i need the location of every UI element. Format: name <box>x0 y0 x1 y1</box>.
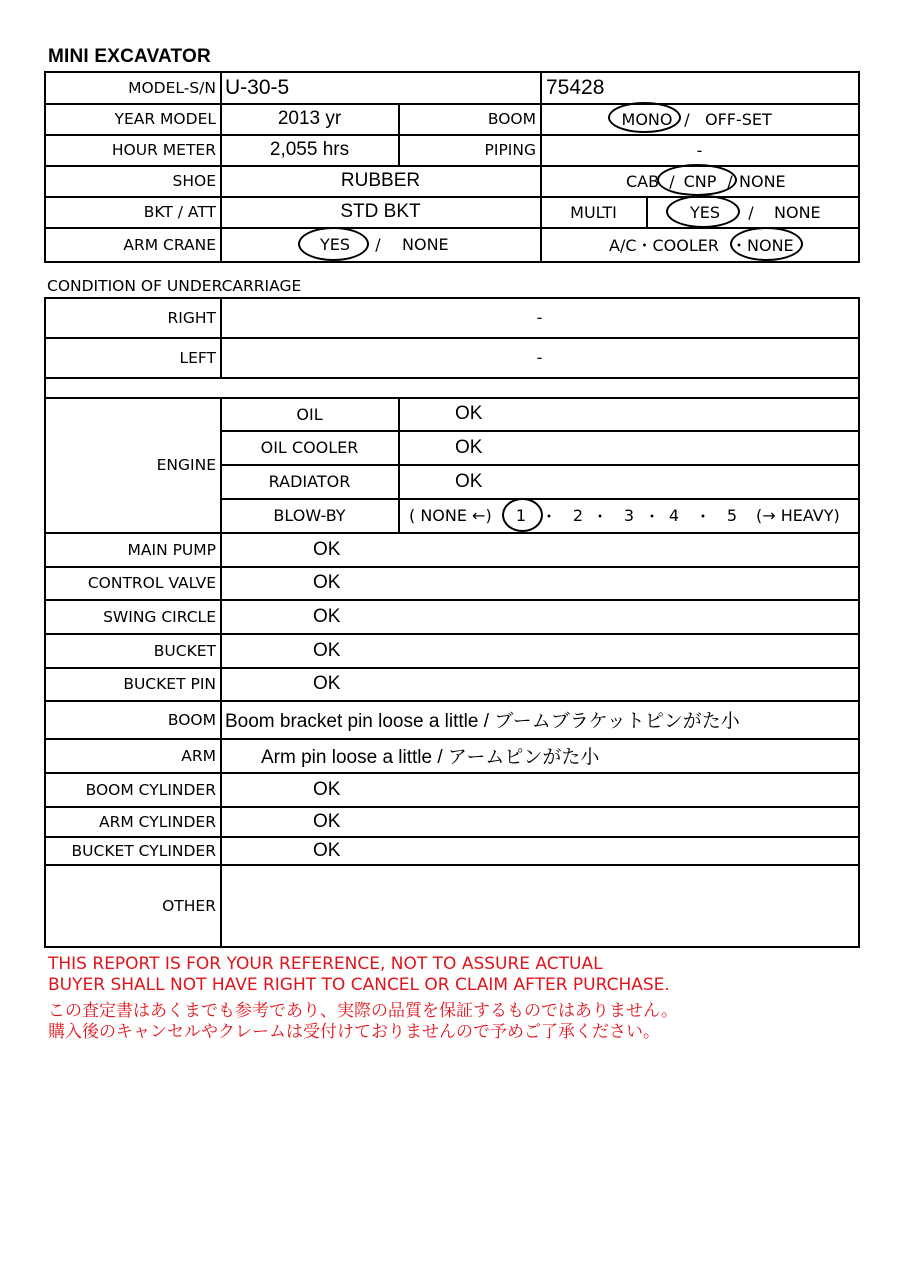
arm-crane-label: ARM CRANE <box>123 235 216 254</box>
disclaimer-line-1: THIS REPORT IS FOR YOUR REFERENCE, NOT TO ASSURE ACTUAL <box>48 954 603 974</box>
bucket-pin-value: OK <box>313 673 341 694</box>
blow-by-level-1: 1 <box>515 506 527 525</box>
shoe-value: RUBBER <box>340 170 421 191</box>
disclaimer-line-2: BUYER SHALL NOT HAVE RIGHT TO CANCEL OR CLAIM AFTER PURCHASE. <box>48 975 670 995</box>
main-pump-label: MAIN PUMP <box>127 540 216 559</box>
bucket-cylinder-label: BUCKET CYLINDER <box>71 841 216 860</box>
blow-by-none-label: ( NONE ←) <box>409 506 492 525</box>
other-label: OTHER <box>162 896 216 915</box>
engine-oil-cooler-value: OK <box>455 436 483 458</box>
boom-type-label: BOOM <box>487 110 536 128</box>
cab-option-cnp: CNP <box>683 171 717 191</box>
piping-value: - <box>696 140 703 160</box>
bkt-att-value: STD BKT <box>340 201 421 222</box>
engine-oil-cooler-label: OIL COOLER <box>260 438 359 457</box>
blow-by-heavy-label: (→ HEAVY) <box>756 506 840 525</box>
blow-by-level-4: 4 <box>668 506 680 525</box>
multi-option-none: NONE <box>774 202 821 222</box>
bkt-att-label: BKT / ATT <box>143 203 216 221</box>
multi-option-separator: / <box>748 202 754 222</box>
undercarriage-left-value: - <box>536 348 543 367</box>
boom-cylinder-label: BOOM CYLINDER <box>85 780 216 799</box>
bucket-cylinder-value: OK <box>313 839 341 861</box>
arm-label: ARM <box>181 746 216 765</box>
swing-circle-label: SWING CIRCLE <box>103 607 216 626</box>
engine-blow-by-label: BLOW-BY <box>273 506 346 525</box>
engine-oil-label: OIL <box>296 404 323 424</box>
shoe-label: SHOE <box>172 172 216 190</box>
serial-number-value: 75428 <box>546 75 605 99</box>
blow-by-separator: ・ <box>591 507 608 526</box>
blow-by-level-2: 2 <box>572 506 584 525</box>
year-model-label: YEAR MODEL <box>114 110 216 128</box>
cab-option-separator: / <box>669 171 675 191</box>
control-valve-value: OK <box>313 572 341 593</box>
cab-option-none: NONE <box>739 171 786 191</box>
cab-option-separator: / <box>727 171 733 191</box>
undercarriage-left-label: LEFT <box>179 348 216 367</box>
arm-cylinder-label: ARM CYLINDER <box>99 812 216 831</box>
undercarriage-right-value: - <box>536 308 543 327</box>
engine-radiator-label: RADIATOR <box>268 472 351 491</box>
boom-option-mono: MONO <box>621 109 673 129</box>
blow-by-separator: ・ <box>694 507 711 526</box>
multi-label: MULTI <box>570 202 617 222</box>
arm-cylinder-value: OK <box>313 810 341 832</box>
disclaimer-line-4: 購入後のキャンセルやクレームは受付けておりませんので予めご了承ください。 <box>48 1022 660 1042</box>
undercarriage-right-label: RIGHT <box>167 308 216 327</box>
bucket-label: BUCKET <box>153 641 216 660</box>
control-valve-label: CONTROL VALVE <box>87 574 216 592</box>
selection-circle <box>657 164 737 196</box>
boom-cylinder-value: OK <box>313 778 341 800</box>
ac-cooler-option-none: ・NONE <box>731 236 794 255</box>
cab-option-cab: CAB <box>626 171 660 191</box>
blow-by-separator: ・ <box>643 507 660 526</box>
selection-circle <box>298 227 369 261</box>
model-value: U-30-5 <box>225 75 290 99</box>
year-model-value: 2013 yr <box>277 108 342 129</box>
arm-crane-option-yes: YES <box>319 235 351 254</box>
section-title: CONDITION OF UNDERCARRIAGE <box>47 277 302 295</box>
main-pump-value: OK <box>313 538 341 560</box>
blow-by-level-5: 5 <box>726 506 738 525</box>
boom-option-offset: OFF-SET <box>705 109 772 129</box>
ac-cooler-label: A/C・COOLER <box>609 236 720 255</box>
selection-circle <box>730 227 803 261</box>
page-title: MINI EXCAVATOR <box>48 46 211 67</box>
selection-circle <box>502 498 543 532</box>
arm-crane-option-none: NONE <box>402 235 449 254</box>
swing-circle-value: OK <box>313 605 341 627</box>
selection-circle <box>608 102 681 133</box>
hour-meter-value: 2,055 hrs <box>269 139 350 160</box>
bucket-value: OK <box>313 639 341 661</box>
model-sn-label: MODEL-S/N <box>128 78 216 97</box>
blow-by-level-3: 3 <box>623 506 635 525</box>
boom-value: Boom bracket pin loose a little / ブームブラケットピンがた小 <box>225 711 740 732</box>
blow-by-separator: ・ <box>540 507 557 526</box>
boom-label: BOOM <box>167 710 216 729</box>
multi-option-yes: YES <box>689 202 721 222</box>
engine-radiator-value: OK <box>455 470 483 492</box>
arm-value: Arm pin loose a little / アームピンがた小 <box>261 747 600 768</box>
boom-option-separator: / <box>684 109 690 129</box>
arm-crane-option-separator: / <box>375 235 381 254</box>
hour-meter-label: HOUR METER <box>111 141 216 159</box>
bucket-pin-label: BUCKET PIN <box>123 675 216 693</box>
disclaimer-line-3: この査定書はあくまでも参考であり、実際の品質を保証するものではありません。 <box>48 1001 679 1021</box>
engine-label: ENGINE <box>156 456 216 474</box>
selection-circle <box>666 195 740 228</box>
engine-oil-value: OK <box>455 403 483 424</box>
piping-label: PIPING <box>484 141 536 159</box>
